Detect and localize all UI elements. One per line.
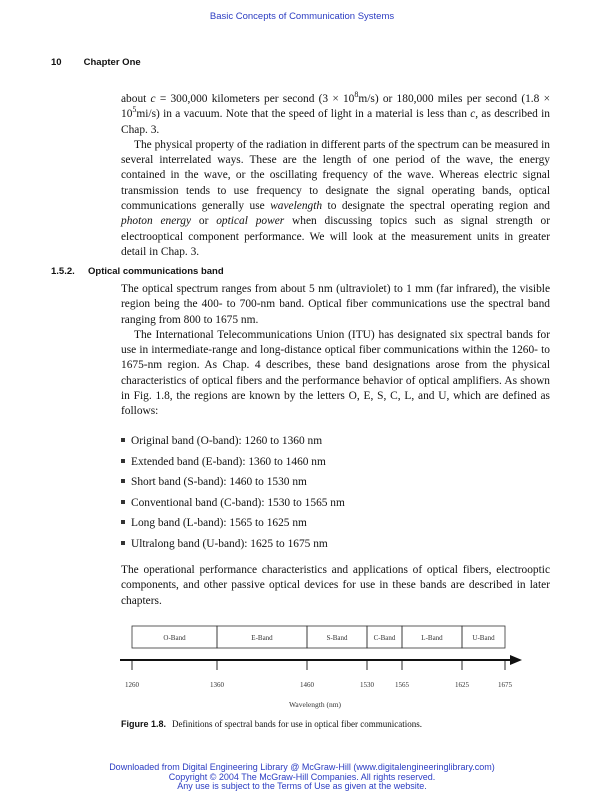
list-item: Original band (O-band): 1260 to 1360 nm	[121, 434, 345, 455]
footer-download-line: Downloaded from Digital Engineering Library @ McGraw-Hill (www.digitalengineeringlibrary.com)	[109, 762, 495, 772]
bullet-icon	[121, 500, 125, 504]
bullet-icon	[121, 438, 125, 442]
tick-label: 1530	[360, 681, 374, 689]
axis-label: Wavelength (nm)	[288, 700, 342, 709]
chapter-title: Chapter One	[83, 57, 141, 68]
bullet-icon	[121, 459, 125, 463]
band-definition-list	[121, 434, 345, 557]
body-block-1	[121, 92, 550, 260]
list-item: Extended band (E-band): 1360 to 1460 nm	[121, 455, 345, 476]
footer-terms-line: Any use is subject to the Terms of Use as given at the website.	[177, 781, 427, 791]
section-number: 1.5.2.	[51, 266, 75, 277]
running-head	[51, 57, 141, 68]
list-item: Long band (L-band): 1565 to 1625 nm	[121, 516, 345, 537]
list-item: Short band (S-band): 1460 to 1530 nm	[121, 475, 345, 496]
axis-arrow-icon	[510, 655, 522, 665]
list-item: Ultralong band (U-band): 1625 to 1675 nm	[121, 537, 345, 558]
list-item: Conventional band (C-band): 1530 to 1565 nm	[121, 496, 345, 517]
page-number: 10	[51, 57, 62, 68]
bullet-icon	[121, 520, 125, 524]
paragraph-physical-property: The physical property of the radiation in different parts of the spectrum can be measured in several interrelated ways. These are the length of one period of the wave, the energy contained in the wave, or the oscillating frequency of the wave. Whereas electric signal transmission tends to use frequency to designate the signal operating bands, optical communications generally use wavelength to designate the spectral operating region and photon energy or optical power when discussing topics such as signal strength or electrooptical component performance. We will look at the measurement units in greater detail in Chap. 3.	[121, 138, 551, 258]
tick-label: 1260	[125, 681, 139, 689]
spectral-bands-figure	[110, 620, 530, 715]
body-block-2	[121, 282, 550, 420]
section-heading	[51, 266, 224, 277]
tick-label: 1565	[395, 681, 409, 689]
band-label: L-Band	[421, 634, 443, 642]
tick-label: 1675	[498, 681, 512, 689]
band-label: O-Band	[163, 634, 186, 642]
tick-label: 1625	[455, 681, 469, 689]
tick-label: 1360	[210, 681, 224, 689]
footer-copyright-line: Copyright © 2004 The McGraw-Hill Companies. All rights reserved.	[168, 772, 436, 782]
band-label: C-Band	[373, 634, 396, 642]
bullet-icon	[121, 479, 125, 483]
paragraph-optical-spectrum: The optical spectrum ranges from about 5 nm (ultraviolet) to 1 mm (far infrared), the visible region being the 400- to 700-nm band. Optical fiber communications use the spectral band ranging from 800 to 1675 nm.	[121, 283, 550, 326]
band-label: E-Band	[251, 634, 273, 642]
paragraph-itu-bands: The International Telecommunications Union (ITU) has designated six spectral bands for use in intermediate-range and long-distance optical fiber communications within the 1260- to 1675-nm region. As Chap. 4 describes, these band designations arose from the physical characteristics of optical fibers and the performance behavior of optical amplifiers. As shown in Fig. 1.8, the regions are known by the letters O, E, S, C, L, and U, which are defined as follows:	[121, 328, 550, 418]
paragraph-speed-of-light: about c = 300,000 kilometers per second $(3 \times 10^8m/s)$ or 180,000 miles per second $(1.8 \times 10^5mi/s)$ in a vacuum. Note that the speed of light in a material is less than c, as described in Chap. 3.	[121, 90, 550, 136]
tick-label: 1460	[300, 681, 314, 689]
body-block-3	[121, 563, 550, 609]
band-label: S-Band	[326, 634, 348, 642]
paragraph-operational-performance: The operational performance characteristics and applications of optical fibers, electrooptic components, and other passive optical devices for use in these bands are described in later chapters.	[121, 564, 550, 607]
book-title-header: Basic Concepts of Communication Systems	[209, 11, 395, 22]
band-label: U-Band	[472, 634, 495, 642]
figure-caption: Figure 1.8. Definitions of spectral bands for use in optical fiber communications.	[121, 719, 422, 729]
bullet-icon	[121, 541, 125, 545]
section-title: Optical communications band	[88, 266, 224, 277]
